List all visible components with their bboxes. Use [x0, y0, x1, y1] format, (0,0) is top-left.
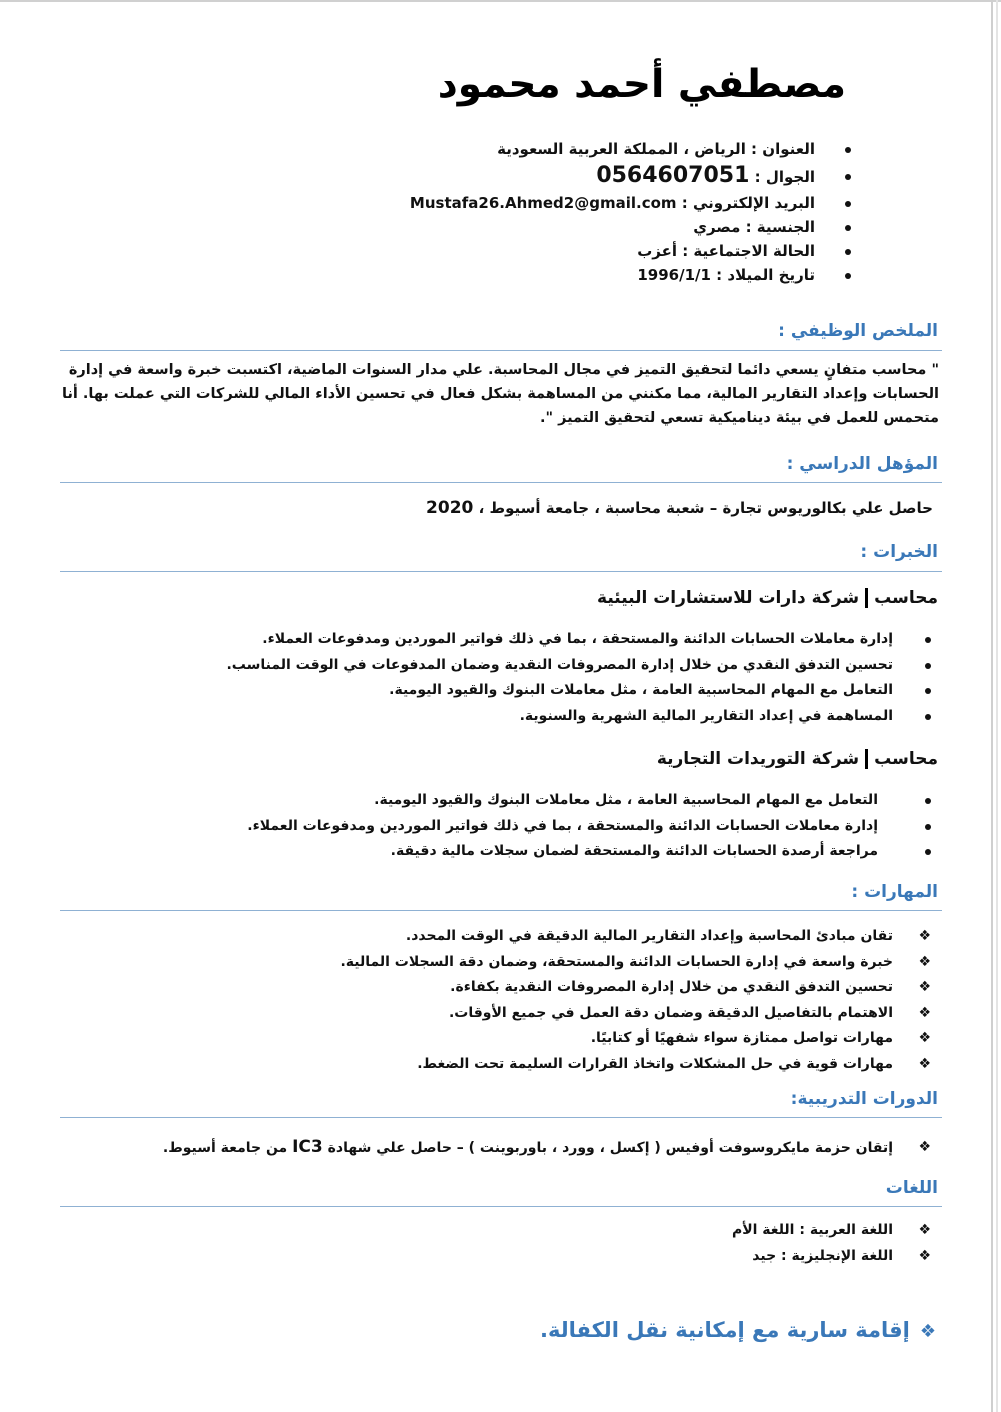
course-text-b: من جامعة أسيوط. [162, 1140, 288, 1156]
experience-heading: الخبرات : [860, 542, 938, 562]
list-item [340, 1052, 931, 1078]
list-item [340, 1001, 931, 1027]
candidate-name: مصطفي أحمد محمود [437, 62, 846, 107]
job-title-1 [597, 588, 938, 608]
phone-item [410, 161, 851, 191]
nationality-item [410, 215, 851, 239]
experience-divider [60, 571, 942, 572]
four-diamond-icon: ❖ [918, 1139, 931, 1155]
language-text: اللغة الإنجليزية : جيد [752, 1247, 893, 1264]
list-item [340, 975, 931, 1001]
education-degree: حاصل علي بكالوريوس تجارة – شعبة محاسبة ، جامعة أسيوط ، [478, 499, 933, 517]
list-item: مراجعة أرصدة الحسابات الدائنة والمستحقة لضمان سجلات مالية دقيقة. [247, 839, 931, 865]
languages-list [732, 1218, 931, 1269]
nationality-text: الجنسية : مصري [693, 218, 815, 236]
job-title-2 [657, 749, 938, 769]
list-item [340, 924, 931, 950]
list-item [340, 1026, 931, 1052]
courses-list [163, 1135, 931, 1161]
list-item [340, 950, 931, 976]
list-item: تحسين التدفق النقدي من خلال إدارة المصروفات النقدية وضمان المدفوعات في الوقت المناسب. [226, 653, 931, 679]
email-item [410, 191, 851, 215]
birth-date-value: 1996/1/1 [637, 266, 711, 284]
four-diamond-icon: ❖ [918, 1004, 931, 1021]
course-text-a: إتقان حزمة مايكروسوفت أوفيس ( إكسل ، وورد ، باوربوينت ) – حاصل علي شهادة [327, 1140, 893, 1156]
contact-list [410, 137, 851, 287]
list-item: التعامل مع المهام المحاسبية العامة ، مثل معاملات البنوك والقيود اليومية. [226, 678, 931, 704]
skill-text: تحسين التدفق النقدي من خلال إدارة المصروفات النقدية بكفاءة. [450, 979, 893, 995]
residency-note [540, 1318, 936, 1342]
four-diamond-icon: ❖ [918, 953, 931, 970]
four-diamond-icon: ❖ [919, 1321, 936, 1342]
phone-number: 0564607051 [596, 163, 750, 188]
skill-text: الاهتمام بالتفاصيل الدقيقة وضمان دقة العمل في جميع الأوقات. [448, 1004, 893, 1021]
courses-heading: الدورات التدريبية: [790, 1089, 938, 1109]
birth-date-item [410, 263, 851, 287]
email-label: البريد الإلكتروني : [681, 194, 815, 212]
skill-text: خبرة واسعة في إدارة الحسابات الدائنة والمستحقة، وضمان دقة السجلات المالية. [340, 953, 893, 970]
skills-heading: المهارات : [851, 882, 938, 902]
job-duties-list-1 [226, 627, 931, 729]
four-diamond-icon: ❖ [918, 1222, 931, 1238]
page-right-border [991, 0, 993, 1412]
list-item: إدارة معاملات الحسابات الدائنة والمستحقة ، بما في ذلك فواتير الموردين ومدفوعات العملاء. [247, 814, 931, 840]
marital-status-item [410, 239, 851, 263]
course-cert-code: IC3 [292, 1137, 323, 1157]
list-item: إدارة معاملات الحسابات الدائنة والمستحقة ، بما في ذلك فواتير الموردين ومدفوعات العملاء. [226, 627, 931, 653]
skills-divider [60, 910, 942, 911]
skill-text: تقان مبادئ المحاسبة وإعداد التقارير المالية الدقيقة في الوقت المحدد. [405, 928, 893, 944]
residency-text: إقامة سارية مع إمكانية نقل الكفالة. [540, 1318, 910, 1342]
marital-status-text: الحالة الاجتماعية : أعزب [637, 242, 815, 260]
job-role-1: محاسب [874, 588, 938, 608]
list-item: التعامل مع المهام المحاسبية العامة ، مثل معاملات البنوك والقيود اليومية. [247, 788, 931, 814]
four-diamond-icon: ❖ [918, 1055, 931, 1072]
four-diamond-icon: ❖ [918, 928, 931, 944]
education-heading: المؤهل الدراسي : [786, 454, 938, 474]
list-item: المساهمة في إعداد التقارير المالية الشهرية والسنوية. [226, 704, 931, 730]
page-top-border [0, 0, 1001, 2]
page-right-border-outer [996, 0, 998, 1412]
list-item [732, 1244, 931, 1270]
address-item [410, 137, 851, 161]
job-company-1: شركة دارات للاستشارات البيئية [597, 588, 860, 608]
four-diamond-icon: ❖ [918, 1247, 931, 1264]
job-separator-2 [865, 749, 868, 769]
language-text: اللغة العربية : اللغة الأم [731, 1222, 893, 1238]
courses-divider [60, 1117, 942, 1118]
job-separator-1 [865, 588, 868, 608]
job-role-2: محاسب [874, 749, 938, 769]
education-year: 2020 [426, 498, 474, 518]
summary-text: " محاسب متفانٍ يسعي دائما لتحقيق التميز في مجال المحاسبة. علي مدار السنوات الماضية، اكتسبت خبرة واسعة في إدارة الحسابات وإعداد التقارير المالية، مما مكنني من المساهمة بشكل فعال في تحسين الأداء المالي للشركات التي عملت بها. أنا متحمس للعمل في بيئة ديناميكية تسعي لتحقيق التميز ". [62, 362, 939, 426]
address-text: العنوان : الرياض ، المملكة العربية السعودية [497, 140, 815, 158]
skill-text: مهارات قوية في حل المشكلات واتخاذ القرارات السليمة تحت الضغط. [417, 1055, 893, 1072]
languages-heading: اللغات [885, 1178, 938, 1198]
list-item [163, 1135, 931, 1161]
education-divider [60, 482, 942, 483]
job-company-2: شركة التوريدات التجارية [656, 749, 860, 769]
four-diamond-icon: ❖ [918, 979, 931, 995]
birth-date-label: تاريخ الميلاد : [716, 266, 815, 284]
phone-label: الجوال : [754, 168, 815, 186]
four-diamond-icon: ❖ [918, 1030, 931, 1046]
list-item [732, 1218, 931, 1244]
education-text [426, 498, 933, 518]
summary-divider [60, 350, 942, 351]
skills-list [340, 924, 931, 1077]
job-duties-list-2 [247, 788, 931, 865]
skill-text: مهارات تواصل ممتازة سواء شفهيًا أو كتابيًا. [590, 1030, 893, 1046]
languages-divider [60, 1206, 942, 1207]
summary-heading: الملخص الوظيفي : [778, 321, 938, 341]
email-address: Mustafa26.Ahmed2@gmail.com [409, 194, 677, 212]
